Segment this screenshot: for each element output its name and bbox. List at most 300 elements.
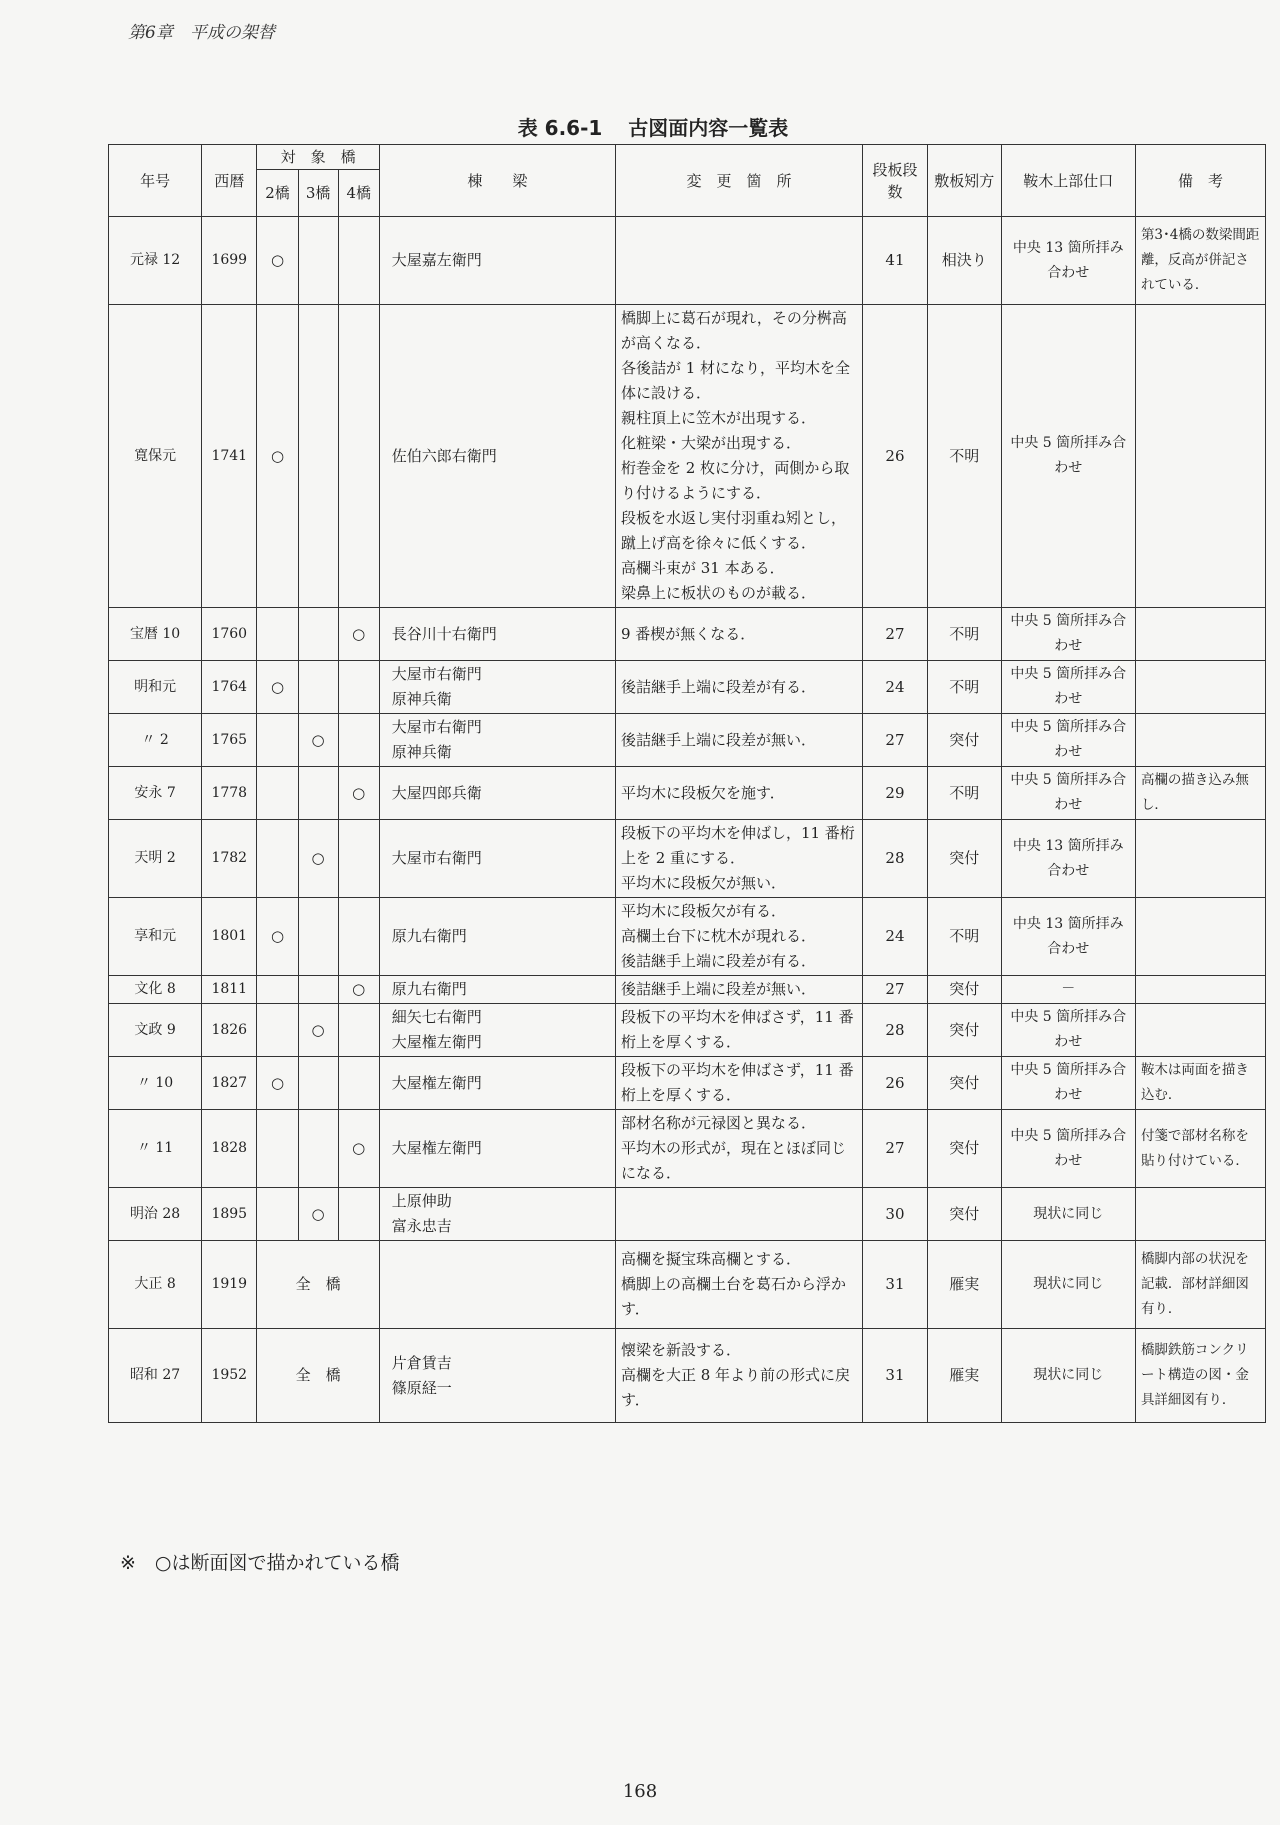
cell-saddle-line: 中央 5 箇所拝み合わせ bbox=[1010, 772, 1127, 813]
cell-steps bbox=[862, 1004, 927, 1057]
cell-carpenter bbox=[379, 1329, 615, 1423]
cell-change bbox=[615, 305, 862, 608]
cell-era-line: 〃 11 bbox=[136, 1140, 174, 1156]
cell-year bbox=[202, 714, 257, 767]
cell-change-line: 懐梁を新設する． bbox=[620, 1341, 741, 1359]
cell-year bbox=[202, 976, 257, 1004]
cell-remarks bbox=[1135, 767, 1265, 820]
cell-b4 bbox=[338, 305, 379, 608]
cell-plank bbox=[927, 820, 1001, 898]
cell-steps bbox=[862, 820, 927, 898]
table-row bbox=[109, 1241, 1266, 1329]
cell-change bbox=[615, 767, 862, 820]
cell-carpenter-line: 富永忠吉 bbox=[391, 1217, 452, 1235]
cell-carpenter-line: 大屋権左衛門 bbox=[391, 1073, 482, 1092]
cell-era bbox=[109, 1241, 202, 1329]
cell-remarks-line: 橋脚内部の状況を記載．部材詳細図有り． bbox=[1140, 1251, 1249, 1317]
cell-change-line: 後詰継手上端に段差が無い． bbox=[620, 730, 816, 749]
cell-remarks bbox=[1135, 1188, 1265, 1241]
cell-remarks bbox=[1135, 217, 1265, 305]
cell-steps-line: 30 bbox=[885, 1204, 905, 1223]
cell-b2 bbox=[257, 976, 298, 1004]
cell-era-line: 〃 10 bbox=[136, 1074, 174, 1091]
table-row bbox=[109, 608, 1266, 661]
cell-remarks-line: 鞍木は両面を描き込む． bbox=[1140, 1062, 1249, 1103]
cell-b4 bbox=[338, 661, 379, 714]
cell-change-line: 高欄を擬宝珠高欄とする． bbox=[620, 1250, 801, 1268]
cell-carpenter-line: 片倉賃吉 bbox=[391, 1353, 452, 1372]
cell-era-line: 享和元 bbox=[134, 928, 177, 944]
cell-b3 bbox=[298, 820, 338, 898]
cell-plank-line: 雁実 bbox=[949, 1275, 980, 1293]
cell-change bbox=[615, 217, 862, 305]
cell-steps bbox=[862, 1241, 927, 1329]
cell-all-bridges-line: 全 橋 bbox=[295, 1275, 341, 1293]
cell-steps-line: 27 bbox=[885, 980, 905, 998]
cell-b4 bbox=[338, 608, 379, 661]
cell-change-line: 平均木の形式が，現在とほぼ同じになる． bbox=[620, 1139, 846, 1182]
cell-era bbox=[109, 1004, 202, 1057]
cell-b3 bbox=[298, 305, 338, 608]
cell-year bbox=[202, 820, 257, 898]
cell-remarks bbox=[1135, 1004, 1265, 1057]
cell-year bbox=[202, 1004, 257, 1057]
cell-era-line: 明治 28 bbox=[129, 1205, 181, 1222]
cell-steps-line: 29 bbox=[885, 783, 905, 802]
cell-era bbox=[109, 976, 202, 1004]
col-saddle: 鞍木上部仕口 bbox=[1001, 145, 1135, 217]
cell-saddle-line: 中央 13 箇所拝み合わせ bbox=[1012, 239, 1124, 281]
col-year: 西暦 bbox=[202, 145, 257, 217]
cell-carpenter-line: 原神兵衛 bbox=[391, 690, 452, 708]
cell-b3-line: ○ bbox=[311, 849, 325, 867]
data-table bbox=[108, 144, 1266, 1423]
cell-saddle bbox=[1001, 976, 1135, 1004]
cell-b3-line: ○ bbox=[311, 1020, 325, 1039]
cell-steps bbox=[862, 1057, 927, 1110]
cell-change bbox=[615, 1004, 862, 1057]
cell-change-line: 段板を水返し実付羽重ね矧とし，蹴上げ高を徐々に低くする． bbox=[620, 509, 846, 552]
cell-year bbox=[202, 661, 257, 714]
cell-year-line: 1760 bbox=[211, 625, 248, 642]
cell-steps-line: 26 bbox=[885, 446, 905, 465]
cell-b2-line: ○ bbox=[270, 927, 285, 945]
cell-saddle bbox=[1001, 820, 1135, 898]
cell-year bbox=[202, 898, 257, 976]
cell-year bbox=[202, 1057, 257, 1110]
cell-change bbox=[615, 820, 862, 898]
cell-saddle-line: 現状に同じ bbox=[1033, 1205, 1104, 1222]
cell-year-line: 1778 bbox=[211, 784, 248, 801]
cell-b4 bbox=[338, 714, 379, 767]
cell-b2 bbox=[257, 1057, 298, 1110]
cell-carpenter-line: 大屋嘉左衛門 bbox=[391, 251, 482, 269]
cell-change-line: 段板下の平均木を伸ばし，11 番桁上を 2 重にする． bbox=[620, 824, 855, 867]
chapter-header: 第6章 平成の架替 bbox=[128, 23, 275, 43]
cell-b2 bbox=[257, 820, 298, 898]
cell-carpenter-line: 上原伸助 bbox=[391, 1192, 452, 1210]
col-b3: 3橋 bbox=[298, 170, 338, 217]
cell-b4 bbox=[338, 217, 379, 305]
cell-b4 bbox=[338, 898, 379, 976]
cell-saddle bbox=[1001, 1057, 1135, 1110]
col-b4: 4橋 bbox=[338, 170, 379, 217]
cell-carpenter bbox=[379, 305, 615, 608]
cell-era-line: 文政 9 bbox=[134, 1021, 176, 1038]
cell-year bbox=[202, 1241, 257, 1329]
cell-b4 bbox=[338, 976, 379, 1004]
table-row bbox=[109, 976, 1266, 1004]
cell-change-line: 橋脚上に葛石が現れ，その分桝高が高くなる． bbox=[620, 309, 847, 352]
cell-carpenter bbox=[379, 608, 615, 661]
cell-b2 bbox=[257, 1110, 298, 1188]
cell-change-line: 高欄斗束が 31 本ある． bbox=[620, 559, 785, 577]
cell-year-line: 1827 bbox=[211, 1074, 248, 1091]
cell-remarks bbox=[1135, 714, 1265, 767]
cell-era bbox=[109, 714, 202, 767]
cell-b4-line: ○ bbox=[352, 783, 366, 802]
cell-carpenter-line: 大屋市右衛門 bbox=[391, 665, 482, 683]
cell-year bbox=[202, 608, 257, 661]
cell-plank bbox=[927, 767, 1001, 820]
cell-saddle-line: 中央 5 箇所拝み合わせ bbox=[1010, 1009, 1127, 1050]
cell-b2-line: ○ bbox=[270, 1073, 285, 1092]
cell-saddle bbox=[1001, 1241, 1135, 1329]
cell-saddle bbox=[1001, 608, 1135, 661]
cell-b4-line: ○ bbox=[352, 980, 366, 998]
cell-saddle-line: 中央 5 箇所拝み合わせ bbox=[1010, 435, 1127, 476]
cell-b3 bbox=[298, 1188, 338, 1241]
cell-year-line: 1741 bbox=[211, 447, 248, 464]
cell-change-line: 桁巻金を 2 枚に分け，両側から取り付けるようにする． bbox=[620, 459, 850, 502]
cell-b2 bbox=[257, 714, 298, 767]
cell-b3 bbox=[298, 608, 338, 661]
cell-remarks bbox=[1135, 1241, 1265, 1329]
cell-remarks bbox=[1135, 1110, 1265, 1188]
table-row bbox=[109, 305, 1266, 608]
cell-carpenter-line: 大屋市右衛門 bbox=[391, 849, 482, 867]
table-number: 表 6.6-1 bbox=[517, 116, 603, 140]
cell-saddle bbox=[1001, 305, 1135, 608]
cell-change bbox=[615, 976, 862, 1004]
cell-change bbox=[615, 1329, 862, 1423]
cell-b4 bbox=[338, 1004, 379, 1057]
cell-b3 bbox=[298, 1004, 338, 1057]
cell-year bbox=[202, 1110, 257, 1188]
cell-b3 bbox=[298, 714, 338, 767]
cell-steps bbox=[862, 1329, 927, 1423]
table-title-text: 古図面内容一覧表 bbox=[628, 116, 789, 140]
cell-plank bbox=[927, 976, 1001, 1004]
cell-change bbox=[615, 608, 862, 661]
cell-year bbox=[202, 767, 257, 820]
cell-remarks-line: 付箋で部材名称を貼り付けている． bbox=[1140, 1127, 1249, 1169]
cell-saddle bbox=[1001, 898, 1135, 976]
cell-plank bbox=[927, 1004, 1001, 1057]
cell-b3 bbox=[298, 976, 338, 1004]
col-target-bridge: 対 象 橋 bbox=[257, 145, 379, 170]
cell-saddle-line: 中央 13 箇所拝み合わせ bbox=[1012, 915, 1124, 957]
table-row bbox=[109, 661, 1266, 714]
cell-b2 bbox=[257, 898, 298, 976]
cell-era-line: 元禄 12 bbox=[129, 252, 181, 268]
cell-year-line: 1699 bbox=[211, 252, 248, 268]
cell-remarks bbox=[1135, 1329, 1265, 1423]
cell-plank bbox=[927, 608, 1001, 661]
cell-carpenter-line: 大屋四郎兵衛 bbox=[391, 783, 482, 802]
cell-change bbox=[615, 1110, 862, 1188]
cell-b3 bbox=[298, 767, 338, 820]
cell-carpenter-line: 大屋権左衛門 bbox=[391, 1033, 482, 1051]
cell-change-line: 化粧梁・大梁が出現する． bbox=[620, 434, 801, 452]
cell-year-line: 1764 bbox=[211, 678, 248, 695]
cell-era bbox=[109, 820, 202, 898]
cell-carpenter bbox=[379, 661, 615, 714]
cell-plank-line: 相決り bbox=[941, 251, 987, 269]
cell-carpenter-line: 佐伯六郎右衛門 bbox=[391, 446, 497, 465]
cell-b3 bbox=[298, 217, 338, 305]
cell-plank-line: 突付 bbox=[949, 849, 980, 867]
col-carpenter: 棟 梁 bbox=[379, 145, 615, 217]
cell-steps-line: 27 bbox=[885, 624, 905, 643]
cell-era-line: 〃 2 bbox=[141, 731, 169, 748]
cell-saddle-line: 現状に同じ bbox=[1033, 1276, 1104, 1292]
page-number: 168 bbox=[622, 1781, 658, 1802]
cell-saddle-line: 中央 13 箇所拝み合わせ bbox=[1012, 837, 1124, 879]
cell-remarks-line: 橋脚鉄筋コンクリート構造の図・金具詳細図有り． bbox=[1140, 1342, 1249, 1408]
cell-steps-line: 26 bbox=[885, 1073, 905, 1092]
cell-plank bbox=[927, 898, 1001, 976]
cell-plank bbox=[927, 1241, 1001, 1329]
cell-b2 bbox=[257, 305, 298, 608]
cell-era bbox=[109, 1329, 202, 1423]
cell-year-line: 1895 bbox=[211, 1205, 248, 1222]
cell-b4 bbox=[338, 767, 379, 820]
cell-plank-line: 不明 bbox=[949, 927, 980, 945]
cell-change-line: 後詰継手上端に段差が有る． bbox=[620, 677, 816, 696]
cell-year bbox=[202, 1188, 257, 1241]
cell-change-line: 後詰継手上端に段差が無い． bbox=[620, 980, 816, 998]
cell-change-line: 親柱頂上に笠木が出現する． bbox=[620, 409, 816, 427]
cell-saddle bbox=[1001, 1110, 1135, 1188]
cell-plank bbox=[927, 217, 1001, 305]
cell-saddle-line: 中央 5 箇所拝み合わせ bbox=[1010, 719, 1127, 760]
cell-era bbox=[109, 305, 202, 608]
cell-steps-line: 27 bbox=[885, 1139, 905, 1157]
cell-era-line: 明和元 bbox=[134, 678, 177, 695]
cell-change bbox=[615, 1188, 862, 1241]
cell-b2 bbox=[257, 217, 298, 305]
cell-b2 bbox=[257, 767, 298, 820]
cell-b2-line: ○ bbox=[270, 446, 285, 465]
cell-steps bbox=[862, 608, 927, 661]
cell-plank-line: 突付 bbox=[949, 730, 980, 749]
cell-saddle bbox=[1001, 714, 1135, 767]
table-row bbox=[109, 1329, 1266, 1423]
cell-plank-line: 雁実 bbox=[949, 1366, 980, 1384]
cell-plank-line: 不明 bbox=[949, 783, 980, 802]
cell-b3 bbox=[298, 661, 338, 714]
cell-remarks-line: 高欄の描き込み無し． bbox=[1140, 772, 1249, 813]
cell-change-line: 9 番楔が無くなる． bbox=[620, 624, 756, 643]
cell-era bbox=[109, 1110, 202, 1188]
cell-era bbox=[109, 898, 202, 976]
cell-b2-line: ○ bbox=[270, 251, 285, 269]
cell-year-line: 1919 bbox=[211, 1276, 248, 1292]
cell-era-line: 天明 2 bbox=[134, 850, 176, 866]
col-era: 年号 bbox=[109, 145, 202, 217]
cell-era-line: 宝暦 10 bbox=[129, 625, 181, 642]
cell-era bbox=[109, 767, 202, 820]
table-row bbox=[109, 217, 1266, 305]
col-steps: 段板段数 bbox=[862, 145, 927, 217]
table-row bbox=[109, 820, 1266, 898]
cell-carpenter-line: 原神兵衛 bbox=[391, 743, 452, 761]
cell-saddle bbox=[1001, 217, 1135, 305]
cell-plank-line: 突付 bbox=[949, 980, 980, 998]
cell-b2 bbox=[257, 608, 298, 661]
cell-carpenter bbox=[379, 1004, 615, 1057]
cell-steps bbox=[862, 1188, 927, 1241]
table-row bbox=[109, 714, 1266, 767]
col-b2: 2橋 bbox=[257, 170, 298, 217]
cell-carpenter bbox=[379, 767, 615, 820]
cell-saddle-line: 中央 5 箇所拝み合わせ bbox=[1010, 1062, 1127, 1103]
cell-steps-line: 28 bbox=[885, 1020, 905, 1039]
cell-era bbox=[109, 217, 202, 305]
cell-saddle bbox=[1001, 1004, 1135, 1057]
cell-steps-line: 28 bbox=[885, 849, 905, 867]
cell-era bbox=[109, 1057, 202, 1110]
cell-saddle bbox=[1001, 1329, 1135, 1423]
cell-steps bbox=[862, 661, 927, 714]
cell-change-line: 高欄土台下に枕木が現れる． bbox=[620, 927, 816, 945]
cell-all-bridges-line: 全 橋 bbox=[295, 1366, 341, 1384]
cell-year bbox=[202, 217, 257, 305]
cell-steps bbox=[862, 714, 927, 767]
cell-carpenter-line: 大屋市右衛門 bbox=[391, 718, 482, 736]
cell-carpenter-line: 篠原経一 bbox=[391, 1378, 452, 1397]
cell-plank-line: 突付 bbox=[949, 1073, 980, 1092]
cell-saddle-line: 中央 5 箇所拝み合わせ bbox=[1010, 1127, 1127, 1169]
cell-b2 bbox=[257, 661, 298, 714]
cell-remarks bbox=[1135, 898, 1265, 976]
cell-plank-line: 不明 bbox=[949, 446, 980, 465]
cell-b2-line: ○ bbox=[270, 677, 285, 696]
cell-year-line: 1828 bbox=[211, 1140, 248, 1156]
cell-change bbox=[615, 1241, 862, 1329]
cell-b3-line: ○ bbox=[311, 730, 325, 749]
cell-plank bbox=[927, 1188, 1001, 1241]
cell-era-line: 寛保元 bbox=[134, 447, 177, 464]
cell-change bbox=[615, 1057, 862, 1110]
cell-change-line: 後詰継手上端に段差が有る． bbox=[620, 952, 816, 970]
table-row bbox=[109, 898, 1266, 976]
cell-steps bbox=[862, 767, 927, 820]
cell-plank bbox=[927, 1110, 1001, 1188]
cell-year-line: 1826 bbox=[211, 1021, 248, 1038]
cell-b4-line: ○ bbox=[352, 1139, 366, 1157]
cell-remarks bbox=[1135, 820, 1265, 898]
cell-plank-line: 不明 bbox=[949, 677, 980, 696]
cell-steps-line: 31 bbox=[885, 1275, 905, 1293]
cell-steps-line: 24 bbox=[885, 677, 905, 696]
cell-b3 bbox=[298, 1057, 338, 1110]
cell-change bbox=[615, 714, 862, 767]
cell-carpenter bbox=[379, 1188, 615, 1241]
cell-change-line: 平均木に段板欠が無い． bbox=[620, 874, 786, 892]
cell-carpenter-line: 長谷川十右衛門 bbox=[391, 624, 497, 643]
cell-saddle-line: － bbox=[1061, 981, 1076, 997]
cell-carpenter bbox=[379, 1110, 615, 1188]
cell-steps bbox=[862, 898, 927, 976]
cell-steps bbox=[862, 1110, 927, 1188]
cell-plank bbox=[927, 714, 1001, 767]
cell-year-line: 1782 bbox=[211, 850, 248, 866]
cell-carpenter bbox=[379, 1241, 615, 1329]
cell-change bbox=[615, 898, 862, 976]
cell-plank bbox=[927, 661, 1001, 714]
cell-b3 bbox=[298, 1110, 338, 1188]
cell-change-line: 段板下の平均木を伸ばさず，11 番桁上を厚くする． bbox=[620, 1061, 854, 1104]
col-plank: 敷板矧方 bbox=[927, 145, 1001, 217]
cell-carpenter bbox=[379, 820, 615, 898]
cell-b4-line: ○ bbox=[352, 624, 366, 643]
cell-carpenter bbox=[379, 1057, 615, 1110]
cell-plank bbox=[927, 1057, 1001, 1110]
cell-carpenter-line: 大屋権左衛門 bbox=[391, 1139, 482, 1157]
cell-plank-line: 不明 bbox=[949, 624, 980, 643]
table-row bbox=[109, 1110, 1266, 1188]
cell-all-bridges bbox=[257, 1329, 379, 1423]
cell-plank bbox=[927, 305, 1001, 608]
cell-year-line: 1765 bbox=[211, 731, 248, 748]
cell-saddle bbox=[1001, 1188, 1135, 1241]
cell-carpenter bbox=[379, 898, 615, 976]
cell-carpenter bbox=[379, 714, 615, 767]
col-change: 変 更 箇 所 bbox=[615, 145, 862, 217]
cell-carpenter-line: 細矢七右衛門 bbox=[391, 1008, 482, 1026]
cell-all-bridges bbox=[257, 1241, 379, 1329]
cell-b4 bbox=[338, 1188, 379, 1241]
table-row bbox=[109, 1057, 1266, 1110]
table-row bbox=[109, 1188, 1266, 1241]
table-body bbox=[109, 217, 1266, 1423]
cell-plank-line: 突付 bbox=[949, 1204, 980, 1223]
cell-saddle bbox=[1001, 767, 1135, 820]
cell-era-line: 安永 7 bbox=[134, 784, 176, 801]
cell-change-line: 平均木に段板欠を施す． bbox=[620, 783, 785, 802]
cell-change-line: 橋脚上の高欄土台を葛石から浮かす． bbox=[620, 1275, 846, 1318]
cell-b3 bbox=[298, 898, 338, 976]
cell-b4 bbox=[338, 1057, 379, 1110]
cell-b4 bbox=[338, 820, 379, 898]
cell-steps bbox=[862, 976, 927, 1004]
cell-saddle-line: 現状に同じ bbox=[1033, 1367, 1104, 1383]
cell-plank-line: 突付 bbox=[949, 1020, 980, 1039]
cell-era-line: 文化 8 bbox=[134, 981, 176, 997]
cell-remarks bbox=[1135, 608, 1265, 661]
cell-carpenter bbox=[379, 217, 615, 305]
cell-change-line: 平均木に段板欠が有る． bbox=[620, 902, 786, 920]
cell-b2 bbox=[257, 1004, 298, 1057]
table-row bbox=[109, 767, 1266, 820]
cell-b3-line: ○ bbox=[311, 1204, 325, 1223]
cell-change-line: 梁鼻上に板状のものが載る． bbox=[620, 584, 816, 602]
cell-saddle bbox=[1001, 661, 1135, 714]
cell-remarks bbox=[1135, 1057, 1265, 1110]
cell-plank-line: 突付 bbox=[949, 1139, 980, 1157]
